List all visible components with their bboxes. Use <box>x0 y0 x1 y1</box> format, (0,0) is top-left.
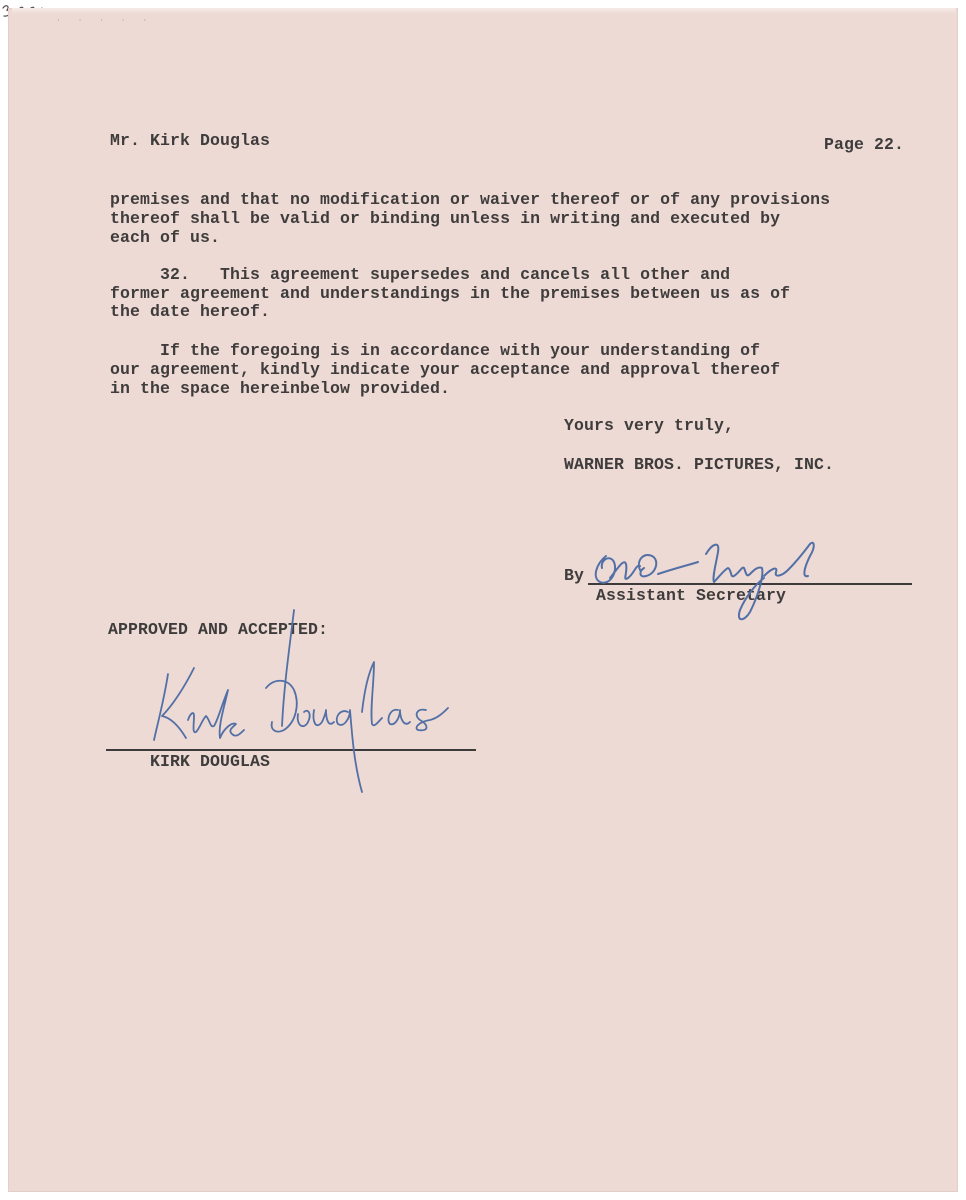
salutation: Yours very truly, <box>564 416 735 435</box>
continuation-line-2: thereof shall be valid or binding unless in writing and executed by <box>110 209 781 228</box>
signer-title: Assistant Secretary <box>596 586 787 605</box>
handwritten-signature-icon <box>588 538 838 628</box>
page-number: Page 22. <box>824 135 905 154</box>
page-top-edge <box>12 8 956 14</box>
perforation-marks: · · · · · <box>56 16 154 25</box>
company-name: WARNER BROS. PICTURES, INC. <box>564 455 835 474</box>
handwritten-signature-icon <box>148 604 458 800</box>
by-label: By <box>564 566 585 585</box>
acceptor-name: KIRK DOUGLAS <box>150 752 271 771</box>
continuation-line-1: premises and that no modification or waiver thereof or of any provisions <box>110 190 831 209</box>
clause-32-line-2: former agreement and understandings in the premises between us as of <box>110 284 791 303</box>
clause-32-line-1: 32. This agreement supersedes and cancels all other and <box>110 265 731 284</box>
closing-line-3: in the space hereinbelow provided. <box>110 379 451 398</box>
addressee: Mr. Kirk Douglas <box>110 131 271 150</box>
closing-line-1: If the foregoing is in accordance with your understanding of <box>110 341 761 360</box>
clause-32-line-3: the date hereof. <box>110 302 271 321</box>
closing-line-2: our agreement, kindly indicate your acceptance and approval thereof <box>110 360 781 379</box>
continuation-line-3: each of us. <box>110 228 221 247</box>
approved-accepted-heading: APPROVED AND ACCEPTED: <box>108 620 329 639</box>
